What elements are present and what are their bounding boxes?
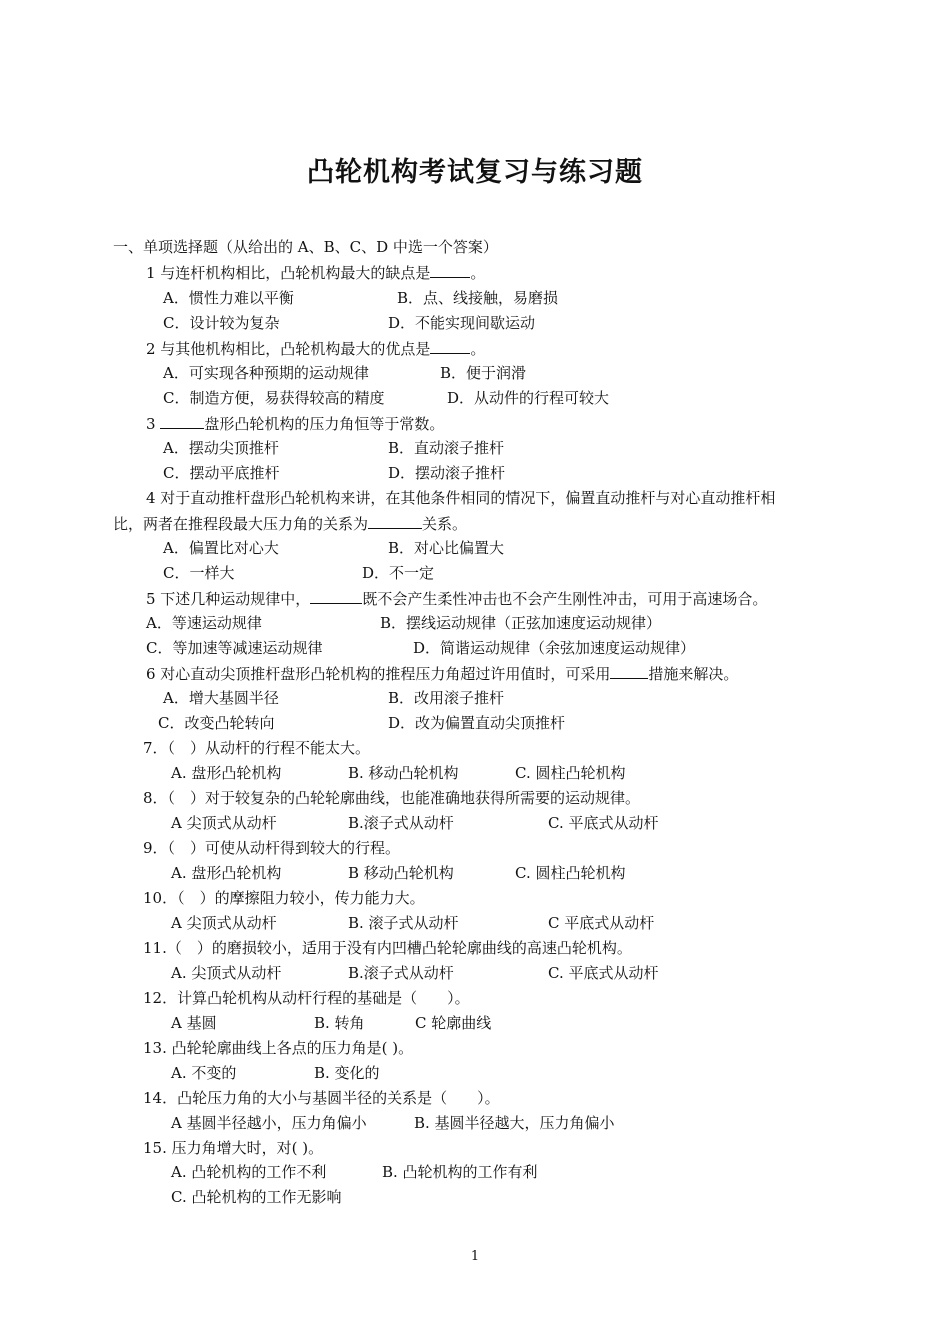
question-10-option-c: C 平底式从动杆 [548,914,655,932]
answer-blank [160,414,204,429]
question-11-stem: 11.（ ）的磨损较小，适用于没有内凹槽凸轮轮廓曲线的高速凸轮机构。 [143,939,632,957]
question-5-option-b: B．摆线运动规律（正弦加速度运动规律） [380,614,662,632]
question-12-option-a: A 基圆 [171,1014,217,1032]
question-5-stem: 5 下述几种运动规律中， 既不会产生柔性冲击也不会产生刚性冲击，可用于高速场合。 [146,590,768,608]
question-1-stem: 1 与连杆机构相比，凸轮机构最大的缺点是 。 [146,264,486,282]
question-8-option-b: B.滚子式从动杆 [348,814,454,832]
question-6-option-d: D．改为偏置直动尖顶推杆 [388,714,566,732]
question-15-option-c: C. 凸轮机构的工作无影响 [171,1188,342,1206]
question-11-option-b: B.滚子式从动杆 [348,964,454,982]
page-number: 1 [470,1249,480,1264]
question-3-option-a: A．摆动尖顶推杆 [163,439,279,457]
question-11-option-a: A. 尖顶式从动杆 [171,964,282,982]
question-15-option-b: B. 凸轮机构的工作有利 [382,1163,538,1181]
question-9-option-b: B 移动凸轮机构 [348,864,454,882]
question-11-option-c: C. 平底式从动杆 [548,964,659,982]
question-1-option-d: D．不能实现间歇运动 [388,314,536,332]
question-15-stem: 15. 压力角增大时，对( )。 [143,1139,324,1157]
question-15-option-a: A. 凸轮机构的工作不利 [171,1163,327,1181]
question-4-stem-line-1: 4 对于直动推杆盘形凸轮机构来讲，在其他条件相同的情况下，偏置直动推杆与对心直动推杆相 [146,489,776,507]
question-4-option-b: B．对心比偏置大 [388,539,505,557]
question-2-option-d: D．从动件的行程可较大 [447,389,610,407]
question-5-option-a: A．等速运动规律 [146,614,262,632]
answer-blank [368,514,422,529]
question-10-stem: 10．（ ）的摩擦阻力较小，传力能力大。 [143,889,425,907]
answer-blank [610,664,648,679]
question-1-option-b: B．点、线接触，易磨损 [397,289,559,307]
question-3-option-b: B．直动滚子推杆 [388,439,505,457]
question-6-option-c: C．改变凸轮转向 [158,714,275,732]
question-14-stem: 14．凸轮压力角的大小与基圆半径的关系是（ ）。 [143,1089,500,1107]
question-10-option-b: B. 滚子式从动杆 [348,914,459,932]
question-7-option-a: A. 盘形凸轮机构 [171,764,282,782]
question-6-option-a: A．增大基圆半径 [163,689,279,707]
question-2-option-b: B．便于润滑 [440,364,527,382]
question-9-stem: 9．（ ）可使从动杆得到较大的行程。 [143,839,401,857]
question-4-stem-line-2: 比，两者在推程段最大压力角的关系为 关系。 [113,515,468,533]
question-4-option-c: C．一样大 [163,564,235,582]
question-9-option-c: C. 圆柱凸轮机构 [515,864,626,882]
question-1-option-c: C．设计较为复杂 [163,314,280,332]
question-4-option-d: D．不一定 [362,564,435,582]
question-7-option-c: C. 圆柱凸轮机构 [515,764,626,782]
document-title: 凸轮机构考试复习与练习题 [307,157,643,188]
question-5-option-c: C．等加速等减速运动规律 [146,639,323,657]
answer-blank [310,589,362,604]
question-13-stem: 13. 凸轮轮廓曲线上各点的压力角是( )。 [143,1039,414,1057]
question-2-stem: 2 与其他机构相比，凸轮机构最大的优点是 。 [146,340,486,358]
question-14-option-a: A 基圆半径越小，压力角偏小 [171,1114,367,1132]
answer-blank [430,339,470,354]
section-heading: 一、单项选择题（从给出的 A、B、C、D 中选一个答案） [113,238,498,256]
question-1-option-a: A．惯性力难以平衡 [163,289,294,307]
question-6-option-b: B．改用滚子推杆 [388,689,505,707]
question-12-option-b: B. 转角 [314,1014,365,1032]
question-10-option-a: A 尖顶式从动杆 [171,914,277,932]
question-5-option-d: D．简谐运动规律（余弦加速度运动规律） [413,639,696,657]
question-8-stem: 8．（ ）对于较复杂的凸轮轮廓曲线，也能准确地获得所需要的运动规律。 [143,789,641,807]
question-2-option-a: A．可实现各种预期的运动规律 [163,364,369,382]
question-8-option-c: C. 平底式从动杆 [548,814,659,832]
question-3-stem: 3 盘形凸轮机构的压力角恒等于常数。 [146,415,445,433]
question-8-option-a: A 尖顶式从动杆 [171,814,277,832]
answer-blank [430,263,470,278]
question-3-option-c: C．摆动平底推杆 [163,464,280,482]
question-12-option-c: C 轮廓曲线 [415,1014,492,1032]
question-13-option-a: A. 不变的 [171,1064,237,1082]
question-13-option-b: B. 变化的 [314,1064,380,1082]
question-7-stem: 7．（ ）从动杆的行程不能太大。 [143,739,371,757]
question-9-option-a: A. 盘形凸轮机构 [171,864,282,882]
question-4-option-a: A．偏置比对心大 [163,539,279,557]
question-6-stem: 6 对心直动尖顶推杆盘形凸轮机构的推程压力角超过许用值时，可采用 措施来解决。 [146,665,739,683]
question-7-option-b: B. 移动凸轮机构 [348,764,459,782]
question-14-option-b: B. 基圆半径越大，压力角偏小 [414,1114,615,1132]
question-12-stem: 12．计算凸轮机构从动杆行程的基础是（ ）。 [143,989,470,1007]
question-3-option-d: D．摆动滚子推杆 [388,464,506,482]
question-2-option-c: C．制造方便，易获得较高的精度 [163,389,385,407]
